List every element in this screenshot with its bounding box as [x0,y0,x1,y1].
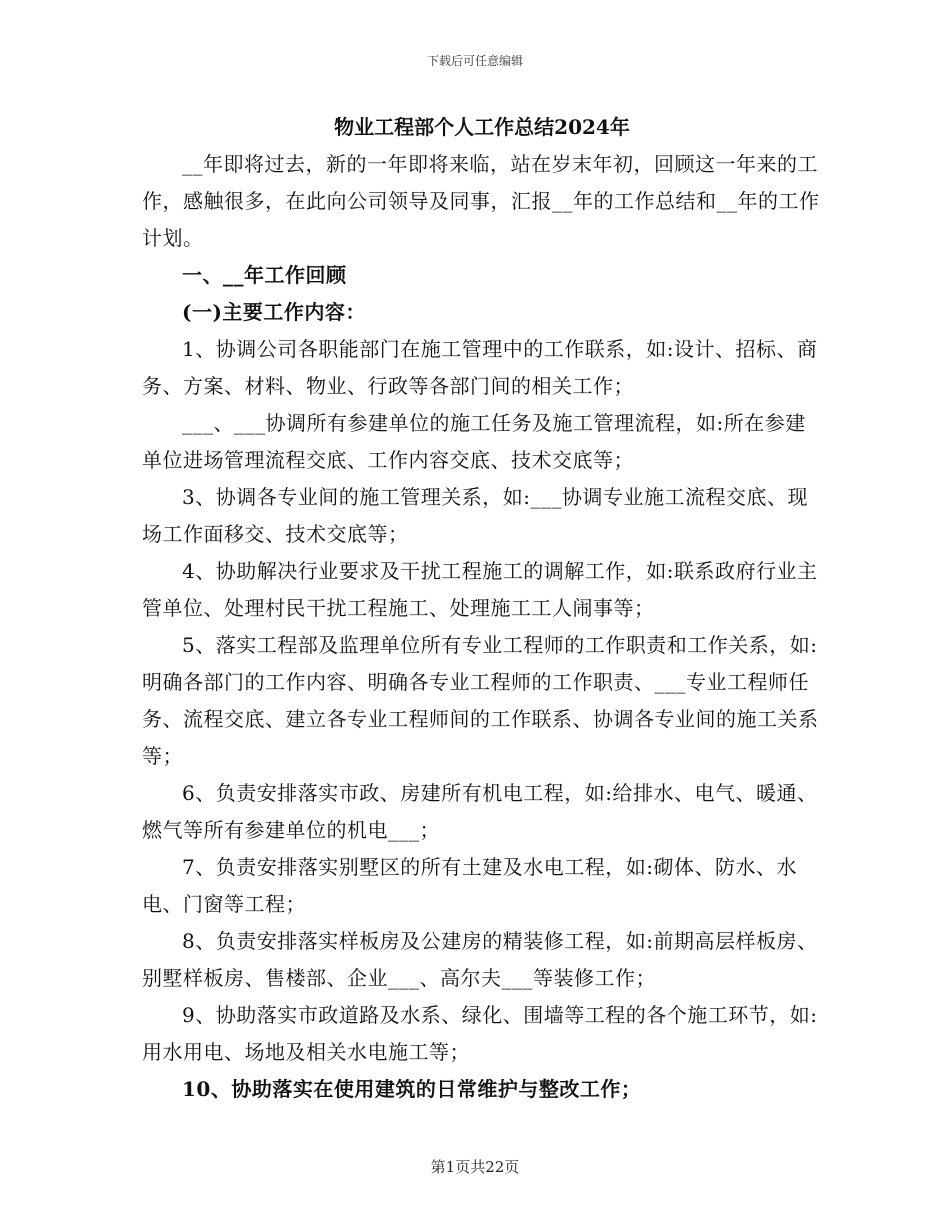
list-item-5: 5、落实工程部及监理单位所有专业工程师的工作职责和工作关系，如:明确各部门的工作内容、明确各专业工程师的工作职责、___专业工程师任务、流程交底、建立各专业工程师间的工作联系、协调各专业间的施工关系等； [142,633,819,768]
document-title: 物业工程部个人工作总结2024年 [334,115,630,139]
list-item-7: 7、负责安排落实别墅区的所有土建及水电工程，如:砌体、防水、水电、门窗等工程； [142,855,797,916]
document-body [142,110,822,1108]
page-number: 第1页共22页 [430,1158,520,1176]
list-item-1: 1、协调公司各职能部门在施工管理中的工作联系，如:设计、招标、商务、方案、材料、物业、行政等各部门间的相关工作； [142,337,818,398]
list-item-2: ___、___协调所有参建单位的施工任务及施工管理流程，如:所在参建单位进场管理流程交底、工作内容交底、技术交底等； [142,411,806,472]
list-item-4: 4、协助解决行业要求及干扰工程施工的调解工作，如:联系政府行业主管单位、处理村民干扰工程施工、处理施工工人闹事等； [142,559,818,620]
list-item-6: 6、负责安排落实市政、房建所有机电工程，如:给排水、电气、暖通、燃气等所有参建单位的机电___； [142,781,818,842]
list-item-8: 8、负责安排落实样板房及公建房的精装修工程，如:前期高层样板房、别墅样板房、售楼部、企业___、高尔夫___等装修工作； [142,929,818,990]
intro-paragraph: __年即将过去，新的一年即将来临，站在岁末年初，回顾这一年来的工作，感触很多，在此向公司领导及同事，汇报__年的工作总结和__年的工作计划。 [142,152,820,250]
subsection-heading-main-work: (一)主要工作内容： [182,300,366,324]
list-item-9: 9、协助落实市政道路及水系、绿化、围墙等工程的各个施工环节，如:用水用电、场地及相关水电施工等； [142,1003,818,1064]
list-item-3: 3、协调各专业间的施工管理关系，如:___协调专业施工流程交底、现场工作面移交、技术交底等； [142,485,808,546]
header-note: 下载后可任意编辑 [426,54,523,68]
list-item-10: 10、协助落实在使用建筑的日常维护与整改工作； [182,1077,642,1101]
section-heading-review: 一、__年工作回顾 [182,263,347,287]
